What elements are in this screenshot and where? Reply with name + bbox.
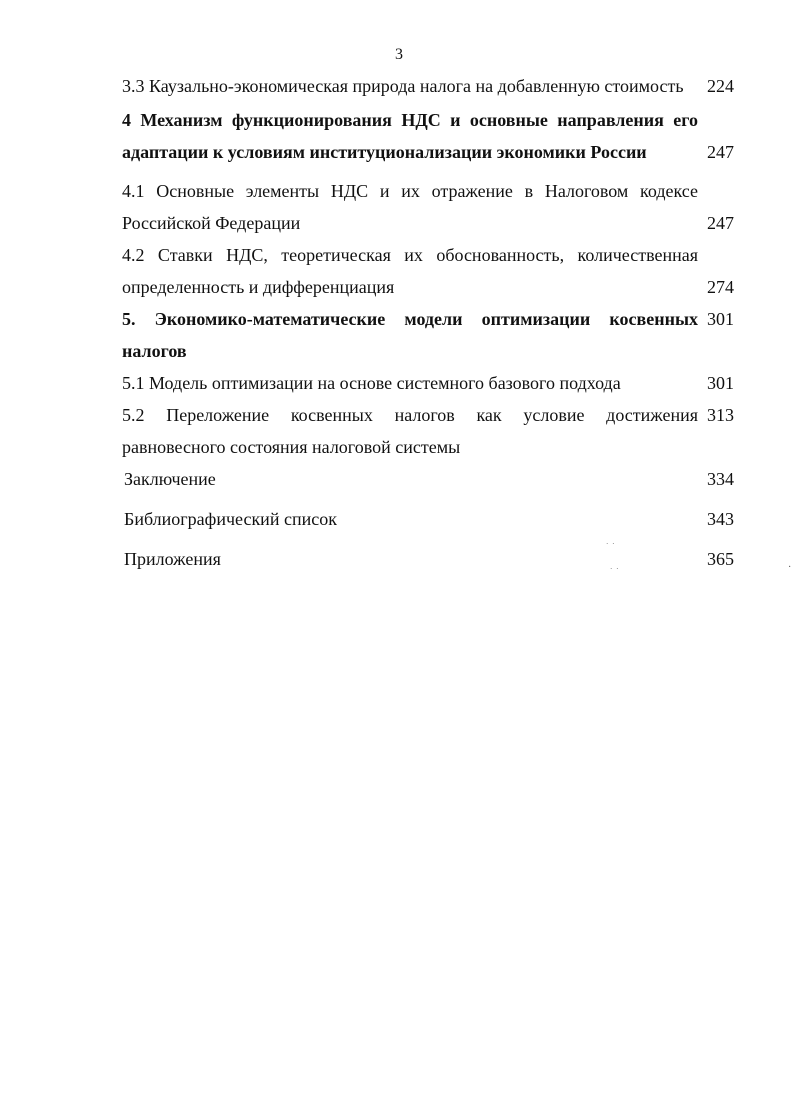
toc-entry-title: Библиографический список: [124, 509, 337, 529]
toc-entry-title: 5.1 Модель оптимизации на основе системного базового подхода: [122, 373, 621, 393]
toc-entry-chapter-4: [122, 104, 734, 168]
toc-entry-appendices: [122, 543, 734, 575]
toc-entry-title: 4.1 Основные элементы НДС и их отражение в Налоговом кодексе Российской Федерации: [122, 181, 698, 233]
toc-entry-conclusion: [122, 463, 734, 495]
toc-entry-page: 301: [707, 373, 734, 393]
toc-entry-title: 5. Экономико-математические модели оптимизации косвенных налогов: [122, 309, 698, 361]
toc-entry-title: Заключение: [124, 469, 216, 489]
toc-entry-page: 313: [707, 405, 734, 425]
toc-entry-page: 301: [707, 309, 734, 329]
table-of-contents: [122, 70, 734, 575]
toc-entry-title: 4.2 Ставки НДС, теоретическая их обоснованность, количественная определенность и дифференциация: [122, 245, 698, 297]
toc-entry-page: 334: [707, 469, 734, 489]
toc-entry-bibliography: [122, 503, 734, 535]
scan-speck: · ·: [610, 565, 620, 573]
toc-entry-5-1: [122, 367, 734, 399]
toc-entry-5-2: [122, 399, 734, 463]
toc-entry-page: 365: [707, 549, 734, 569]
toc-entry-title: 3.3 Каузально-экономическая природа налога на добавленную стоимость: [122, 76, 684, 96]
toc-entry-title: Приложения: [124, 549, 221, 569]
toc-entry-page: 247: [707, 213, 734, 233]
toc-entry-4-1: [122, 175, 734, 239]
scan-speck: · ·: [606, 540, 616, 548]
page-number: 3: [395, 46, 403, 63]
toc-entry-3-3: [122, 70, 734, 102]
toc-entry-page: 343: [707, 509, 734, 529]
toc-entry-page: 224: [707, 76, 734, 96]
scan-speck: ·: [788, 562, 793, 573]
toc-entry-title: 5.2 Переложение косвенных налогов как условие достижения равновесного состояния налоговой системы: [122, 405, 698, 457]
toc-entry-chapter-5: [122, 303, 734, 367]
toc-entry-page: 274: [707, 277, 734, 297]
toc-entry-page: 247: [707, 142, 734, 162]
toc-entry-4-2: [122, 239, 734, 303]
toc-entry-title: 4 Механизм функционирования НДС и основные направления его адаптации к условиям институционализации экономики России: [122, 110, 698, 162]
